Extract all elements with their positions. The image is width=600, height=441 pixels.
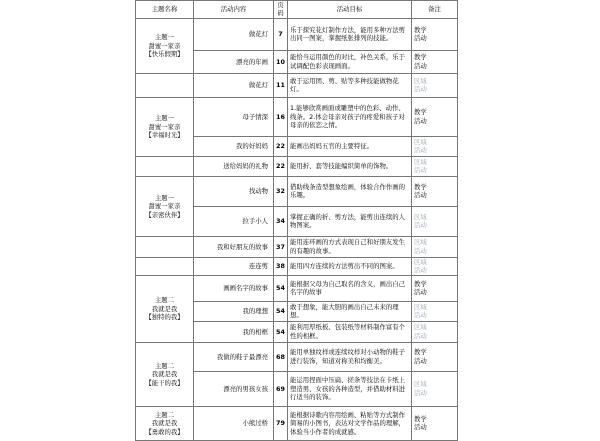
- table-row: [136, 18, 458, 50]
- theme-line: 我就是我: [151, 419, 178, 428]
- goal-cell: 能根据诗歌内容用绘画、粘贴等方式制作简易的小图书，表达对文学作品的理解，体验当小作者的成就感。: [288, 406, 412, 440]
- header-theme: 主题名称: [136, 1, 194, 19]
- note-cell: [412, 406, 458, 440]
- goal-cell: 能用连环画的方式表现自己和好朋友发生的有趣的故事。: [288, 236, 412, 257]
- page-cell: 16: [274, 97, 288, 136]
- activity-cell: 送给妈妈的礼物: [194, 156, 274, 176]
- note-line: 区域: [414, 257, 427, 266]
- note-line: 活动: [414, 266, 427, 275]
- activity-cell: 拉手小人: [194, 206, 274, 236]
- note-line: 区域: [414, 380, 427, 389]
- theme-line: 甜蜜一家亲: [148, 202, 181, 211]
- note-line: 活动: [414, 246, 427, 255]
- theme-line: 【亲密伙伴】: [145, 210, 184, 219]
- note-line: 活动: [414, 34, 427, 43]
- activity-cell: 母子情深: [194, 97, 274, 136]
- theme-line: 主题一: [154, 193, 175, 202]
- table-row: [136, 275, 458, 301]
- note-line: 区域: [414, 157, 427, 166]
- table-row: [136, 73, 458, 97]
- activity-cell: 我的相框: [194, 321, 274, 342]
- page-cell: 34: [274, 206, 288, 236]
- header-page: 页码: [274, 1, 288, 19]
- goal-cell: 敢于运用团、剪、贴等多种技能做物花灯。: [288, 73, 412, 97]
- activity-table: [135, 0, 458, 441]
- note-line: 活动: [414, 85, 427, 94]
- note-cell: [412, 236, 458, 257]
- table-row: [136, 176, 458, 206]
- theme-cell: [136, 176, 194, 236]
- theme-line: 【独特的我】: [145, 313, 184, 322]
- note-line: 活动: [414, 288, 427, 297]
- note-cell: [412, 136, 458, 156]
- activity-cell: 做花灯: [194, 18, 274, 50]
- goal-cell: 能根据父母为自己取名的含义，画出自己名字的故事: [288, 275, 412, 301]
- theme-line: 主题一: [154, 33, 175, 42]
- activity-cell: 找动物: [194, 176, 274, 206]
- goal-cell: 能恰当运用颜色的对比，补色关系，乐于试调配色彩表现画面。: [288, 50, 412, 73]
- page-cell: 22: [274, 156, 288, 176]
- theme-line: 甜蜜一家亲: [148, 41, 181, 50]
- note-line: 教学: [414, 414, 427, 423]
- note-line: 活动: [414, 116, 427, 125]
- table-row: [136, 97, 458, 136]
- header-goal: 活动目标: [288, 1, 412, 19]
- note-line: 教学: [414, 53, 427, 62]
- activity-cell: 我和好朋友的故事: [194, 236, 274, 257]
- activity-cell: 画画名字的故事: [194, 275, 274, 301]
- theme-line: 主题二: [154, 361, 175, 370]
- goal-cell: 1.能够欣赏画面或雕塑中的色彩、动作、线条。2.体会母亲对孩子的疼爱和孩子对母亲的依恋之情。: [288, 97, 412, 136]
- activity-cell: 小熊过桥: [194, 406, 274, 440]
- goal-cell: 能用四方连续的方法剪出不同的图案。: [288, 257, 412, 275]
- note-line: 活动: [414, 191, 427, 200]
- activity-cell: 漂亮的年画: [194, 50, 274, 73]
- theme-line: 【快乐假期】: [145, 50, 184, 59]
- theme-line: 甜蜜一家亲: [148, 122, 181, 131]
- note-line: 活动: [414, 221, 427, 230]
- theme-cell: [136, 342, 194, 406]
- activity-cell: 我的好妈妈: [194, 136, 274, 156]
- note-cell: [412, 176, 458, 206]
- theme-cell: [136, 156, 194, 176]
- page-cell: 7: [274, 18, 288, 50]
- page-cell: 11: [274, 73, 288, 97]
- theme-line: 【幸福时光】: [145, 131, 184, 140]
- activity-cell: 我做的鞋子最漂亮: [194, 342, 274, 371]
- table-header-row: [136, 1, 458, 19]
- document-page: [135, 0, 457, 441]
- note-line: 区域: [414, 76, 427, 85]
- theme-line: 主题一: [154, 114, 175, 123]
- table-row: [136, 257, 458, 275]
- theme-line: 主题二: [154, 296, 175, 305]
- note-line: 教学: [414, 108, 427, 117]
- note-cell: [412, 97, 458, 136]
- note-line: 活动: [414, 311, 427, 320]
- note-line: 区域: [414, 238, 427, 247]
- goal-cell: 能画出妈妈五官的主要特征。: [288, 136, 412, 156]
- goal-cell: 能用折、套等技能编织简单的饰物。: [288, 156, 412, 176]
- theme-line: 【勇敢的我】: [145, 427, 184, 436]
- note-line: 活动: [414, 146, 427, 155]
- activity-cell: 连连剪: [194, 257, 274, 275]
- note-line: 区域: [414, 302, 427, 311]
- note-cell: [412, 50, 458, 73]
- theme-cell: [136, 257, 194, 275]
- goal-cell: 能利用厚纸板、包装纸等材料制作富有个性的相框。: [288, 321, 412, 342]
- page-cell: 69: [274, 371, 288, 406]
- note-line: 教学: [414, 25, 427, 34]
- note-line: 区域: [414, 137, 427, 146]
- note-cell: [412, 342, 458, 371]
- theme-cell: [136, 275, 194, 342]
- note-line: 活动: [414, 331, 427, 340]
- note-cell: [412, 275, 458, 301]
- page-cell: 54: [274, 301, 288, 321]
- header-note: 备注: [412, 1, 458, 19]
- note-line: 活动: [414, 388, 427, 397]
- activity-cell: 我的理想: [194, 301, 274, 321]
- theme-line: 我就是我: [151, 370, 178, 379]
- note-cell: [412, 257, 458, 275]
- note-line: 教学: [414, 182, 427, 191]
- theme-line: 主题二: [154, 410, 175, 419]
- note-line: 区域: [414, 212, 427, 221]
- theme-cell: [136, 406, 194, 440]
- goal-cell: 借助线条造型想象绘画，体验合作作画的乐趣。: [288, 176, 412, 206]
- table-row: [136, 406, 458, 440]
- page-cell: 10: [274, 50, 288, 73]
- goal-cell: 掌握正确的折、剪方法，能剪出连续的人物图案。: [288, 206, 412, 236]
- note-cell: [412, 371, 458, 406]
- goal-cell: 乐于探究花灯制作方法，能用多种方法剪出同一图案，掌握纸张排列的技能。: [288, 18, 412, 50]
- table-row: [136, 236, 458, 257]
- page-cell: 54: [274, 321, 288, 342]
- page-cell: 22: [274, 136, 288, 156]
- theme-cell: [136, 73, 194, 97]
- table-row: [136, 342, 458, 371]
- page-cell: 38: [274, 257, 288, 275]
- note-cell: [412, 321, 458, 342]
- note-line: 活动: [414, 166, 427, 175]
- theme-cell: [136, 18, 194, 73]
- page-cell: 79: [274, 406, 288, 440]
- note-cell: [412, 301, 458, 321]
- header-activity: 活动内容: [194, 1, 274, 19]
- page-cell: 32: [274, 176, 288, 206]
- note-cell: [412, 18, 458, 50]
- note-line: 活动: [414, 61, 427, 70]
- note-cell: [412, 156, 458, 176]
- note-cell: [412, 206, 458, 236]
- page-cell: 68: [274, 342, 288, 371]
- theme-cell: [136, 236, 194, 257]
- goal-cell: 敢于想象，能大胆的画出自己未来的理想。: [288, 301, 412, 321]
- table-row: [136, 156, 458, 176]
- page-cell: 54: [274, 275, 288, 301]
- activity-cell: 漂亮的男孩女孩: [194, 371, 274, 406]
- theme-line: 我就是我: [151, 304, 178, 313]
- note-line: 区域: [414, 323, 427, 332]
- note-line: 教学: [414, 348, 427, 357]
- theme-line: 【能干的我】: [145, 378, 184, 387]
- goal-cell: 能运用捏面中压扁、搓条等技法在卡纸上塑造男、女孩的各种造型，并借助材料进行适当的装饰。: [288, 371, 412, 406]
- note-line: 活动: [414, 356, 427, 365]
- theme-cell: [136, 97, 194, 156]
- note-line: 活动: [414, 423, 427, 432]
- activity-cell: 做花灯: [194, 73, 274, 97]
- goal-cell: 能用单独纹样或连续纹样对小动物的鞋子进行装饰，知道对称美和均衡美。: [288, 342, 412, 371]
- note-line: 教学: [414, 279, 427, 288]
- note-cell: [412, 73, 458, 97]
- page-cell: 37: [274, 236, 288, 257]
